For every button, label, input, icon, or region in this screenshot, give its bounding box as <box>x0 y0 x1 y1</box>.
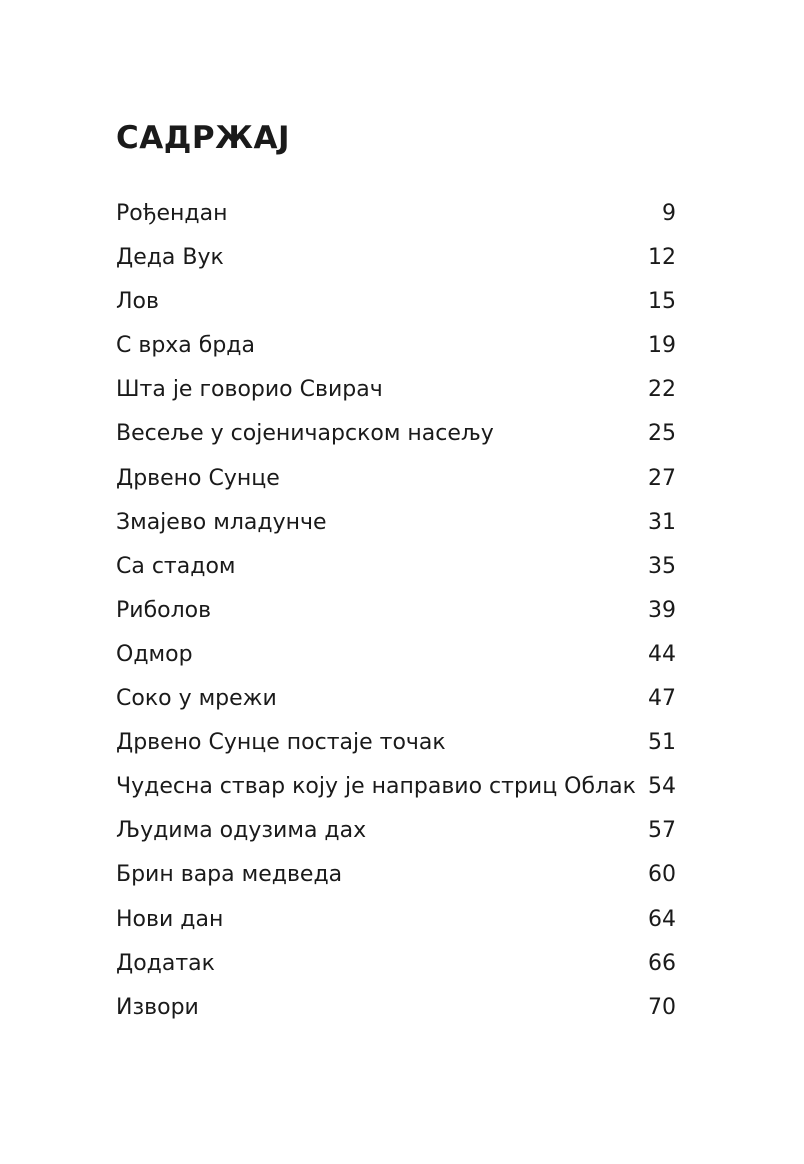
toc-entry-page-number: 15 <box>648 289 676 315</box>
toc-entry-page-number: 51 <box>648 730 676 756</box>
toc-entry-title: Одмор <box>116 641 193 667</box>
toc-entry <box>116 412 676 456</box>
table-of-contents <box>116 192 676 1030</box>
toc-entry <box>116 501 676 545</box>
toc-entry <box>116 853 676 897</box>
toc-entry-title: Лов <box>116 289 159 315</box>
toc-entry-page-number: 31 <box>648 509 676 535</box>
toc-entry-title: Са стадом <box>116 553 236 579</box>
toc-entry-page-number: 66 <box>648 950 676 976</box>
toc-entry-title: Додатак <box>116 950 215 976</box>
toc-entry-page-number: 70 <box>648 994 676 1020</box>
page-title: САДРЖАЈ <box>116 120 291 156</box>
toc-entry-title: Соко у мрежи <box>116 686 277 712</box>
toc-entry-title: Брин вара медведа <box>116 862 343 888</box>
toc-entry <box>116 589 676 633</box>
toc-entry-page-number: 47 <box>648 686 676 712</box>
toc-entry <box>116 677 676 721</box>
toc-entry <box>116 765 676 809</box>
toc-entry-page-number: 35 <box>648 553 676 579</box>
toc-entry <box>116 545 676 589</box>
toc-entry-title: Чудесна ствар коју је направио стриц Облак <box>116 774 636 800</box>
toc-entry <box>116 368 676 412</box>
toc-entry-page-number: 9 <box>662 201 676 226</box>
toc-entry-title: Нови дан <box>116 906 224 932</box>
toc-entry-title: Извори <box>116 994 199 1020</box>
toc-entry <box>116 236 676 280</box>
toc-entry <box>116 280 676 324</box>
toc-entry-title: Дрвено Сунце постаје точак <box>116 730 446 756</box>
toc-entry-page-number: 44 <box>648 641 676 667</box>
toc-entry <box>116 986 676 1030</box>
toc-entry <box>116 324 676 368</box>
toc-entry <box>116 633 676 677</box>
toc-entry-title: Рођендан <box>116 201 228 226</box>
toc-entry <box>116 457 676 501</box>
toc-entry-page-number: 64 <box>648 906 676 932</box>
toc-entry-page-number: 25 <box>648 421 676 447</box>
toc-entry-title: Змајево младунче <box>116 509 327 535</box>
toc-entry-page-number: 60 <box>648 862 676 888</box>
toc-entry-page-number: 22 <box>648 377 676 403</box>
toc-entry-title: Весеље у сојеничарском насељу <box>116 421 494 447</box>
toc-entry-title: Шта је говорио Свирач <box>116 377 383 403</box>
toc-entry-page-number: 57 <box>648 818 676 844</box>
toc-entry-title: Дрвено Сунце <box>116 465 280 491</box>
toc-entry-page-number: 12 <box>648 245 676 271</box>
toc-entry-title: Људима одузима дах <box>116 818 367 844</box>
toc-entry <box>116 809 676 853</box>
toc-entry-title: Деда Вук <box>116 245 224 271</box>
toc-entry <box>116 721 676 765</box>
toc-entry-page-number: 27 <box>648 465 676 491</box>
toc-entry <box>116 192 676 236</box>
toc-entry <box>116 942 676 986</box>
toc-entry-title: Риболов <box>116 597 212 623</box>
toc-entry-page-number: 54 <box>648 774 676 800</box>
toc-entry-title: С врха брда <box>116 333 256 359</box>
toc-entry-page-number: 19 <box>648 333 676 359</box>
toc-entry-page-number: 39 <box>648 597 676 623</box>
toc-entry <box>116 898 676 942</box>
